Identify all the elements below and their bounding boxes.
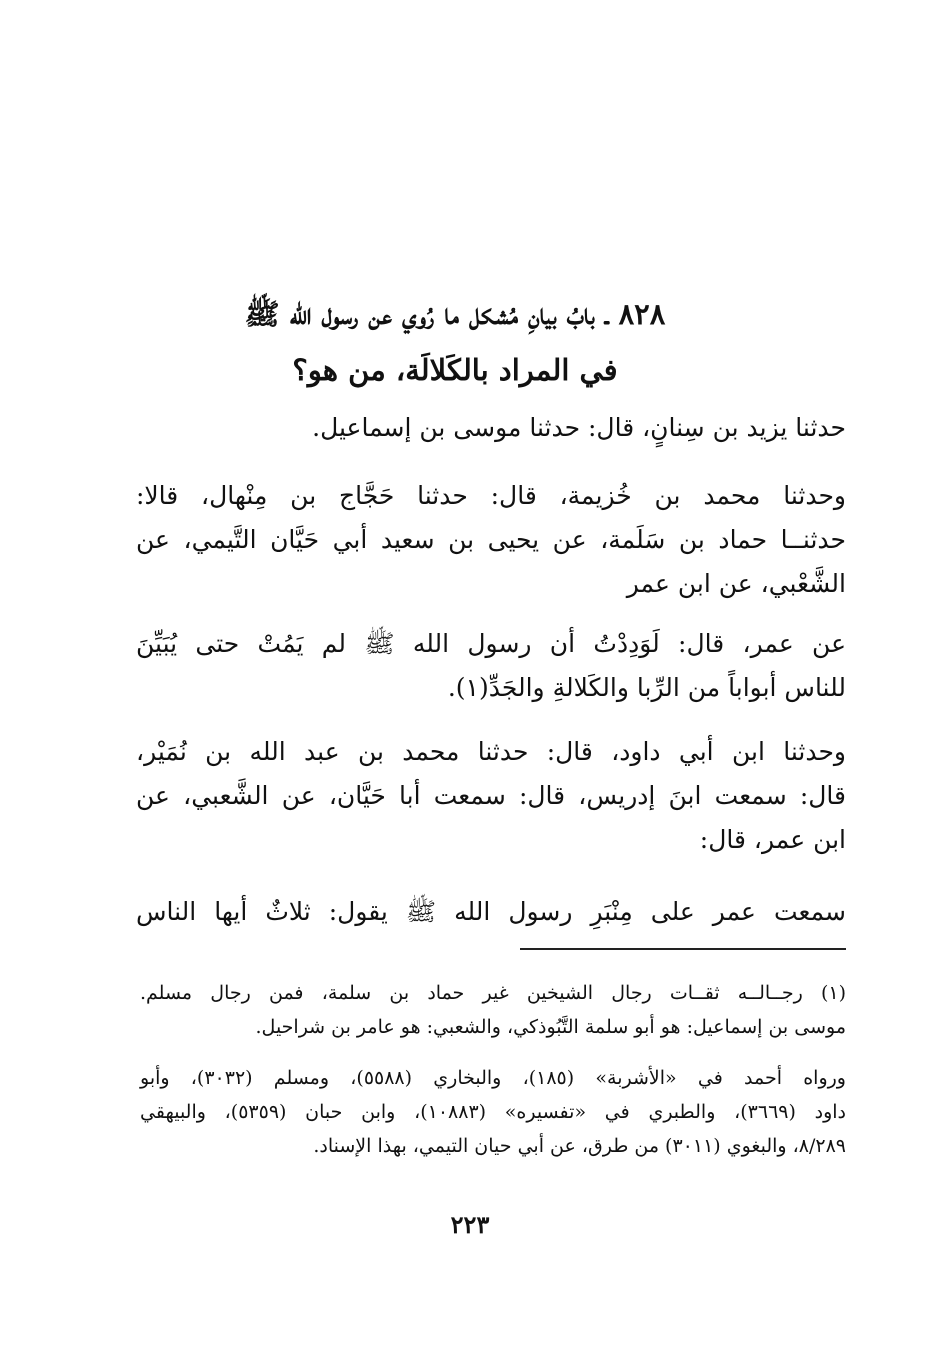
footnote-references xyxy=(140,1061,846,1163)
footnote-line: ورواه أحمد في «الأشربة» (١٨٥)، والبخاري (٥٥٨٨)، ومسلم (٣٠٣٢)، وأبو xyxy=(140,1067,846,1089)
text-line: عن عمر، قال: لَوَدِدْتُ أن رسول الله ﷺ لم يَمُتْ حتى يُبَيِّنَ xyxy=(136,629,846,658)
footnote-line: داود (٣٦٦٩)، والطبري في «تفسيره» (١٠٨٨٣)، وابن حبان (٥٣٥٩)، والبيهقي xyxy=(140,1101,847,1123)
hadith-text-paragraph xyxy=(136,622,846,710)
chapter-title: ٨٢٨ ـ بابُ بيانِ مُشكل ما رُوي عن رسول الله ﷺ xyxy=(244,297,666,331)
text-line: سمعت عمر على مِنْبَرِ رسول الله ﷺ يقول: ثلاثٌ أيها الناس xyxy=(136,897,846,926)
footnote-line: (١) رجــالــه ثقــات رجال الشيخين غير حماد بن سلمة، فمن رجال مسلم. xyxy=(140,982,846,1004)
text-line: الشَّعْبي، عن ابن عمر xyxy=(626,569,846,598)
chapter-subtitle: في المراد بالكَلالَة، من هو؟ xyxy=(292,353,618,387)
text-line: حدثنا يزيد بن سِنانٍ، قال: حدثنا موسى بن إسماعيل. xyxy=(312,413,846,442)
hadith-chain-paragraph xyxy=(136,474,846,606)
hadith-chain-paragraph xyxy=(136,730,846,862)
hadith-chain-paragraph xyxy=(136,406,846,450)
footnote xyxy=(140,976,846,1044)
footnote-separator xyxy=(520,948,846,950)
page-number: ٢٢٣ xyxy=(450,1210,490,1239)
text-line: حدثنــا حماد بن سَلَمة، عن يحيى بن سعيد أبي حَيَّان التَّيمي، عن xyxy=(136,525,846,554)
text-line: وحدثنا محمد بن خُزيمة، قال: حدثنا حَجَّاج بن مِنْهال، قالا: xyxy=(136,481,846,510)
footnote-line: ٨/٢٨٩، والبغوي (٣٠١١) من طرق، عن أبي حيان التيمي، بهذا الإسناد. xyxy=(313,1135,846,1157)
text-line: قال: سمعت ابنَ إدريس، قال: سمعت أبا حَيَّان، عن الشَّعبي، عن xyxy=(136,781,846,810)
footnote-line: موسى بن إسماعيل: هو أبو سلمة التَّبُوذكي، والشعبي: هو عامر بن شراحيل. xyxy=(255,1016,846,1038)
text-line: ابن عمر، قال: xyxy=(699,825,846,854)
text-line: للناس أبواباً من الرِّبا والكَلالةِ والجَدِّ(١). xyxy=(447,673,846,702)
hadith-text-paragraph xyxy=(136,890,846,934)
text-line: وحدثنا ابن أبي داود، قال: حدثنا محمد بن عبد الله بن نُمَيْر، xyxy=(136,737,846,766)
